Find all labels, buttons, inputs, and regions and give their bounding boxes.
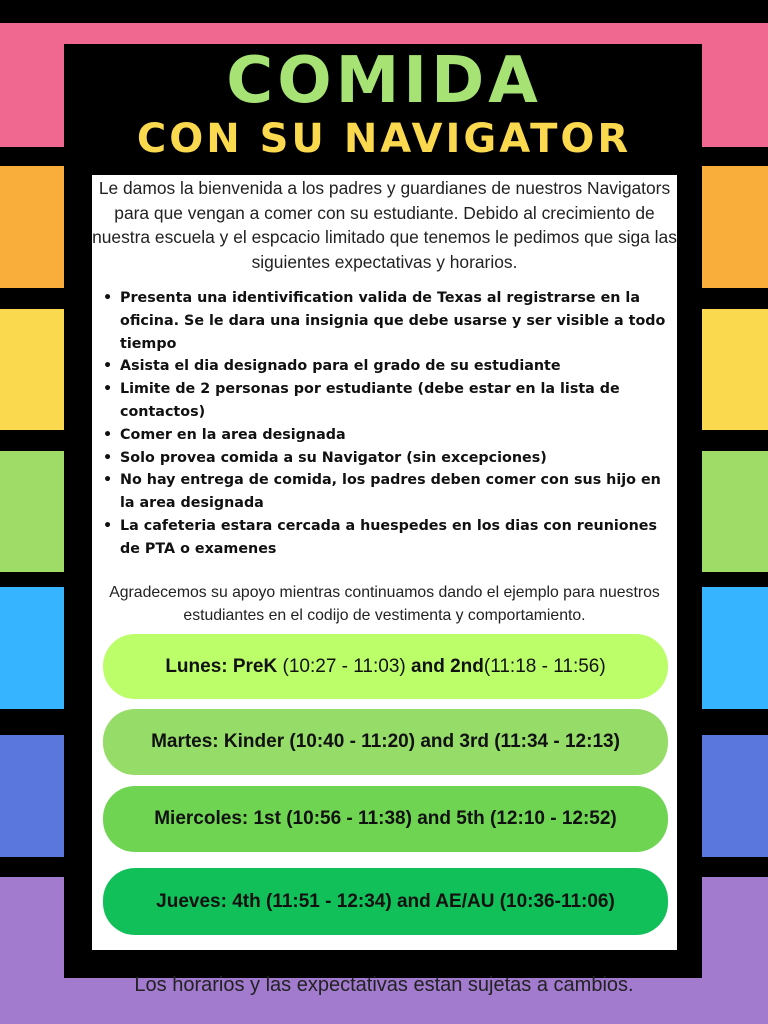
rule-item bbox=[100, 424, 672, 447]
bullet-icon: • bbox=[103, 358, 113, 375]
tuesday-text: Martes: Kinder (10:40 - 11:20) and 3rd (11:34 - 12:13) bbox=[151, 731, 620, 752]
rules-list bbox=[100, 287, 672, 561]
rule-text: La cafeteria estara cercada a huespedes en los dias con reuniones de PTA o examenes bbox=[120, 517, 657, 557]
rule-item bbox=[100, 355, 672, 378]
schedule-monday bbox=[103, 634, 668, 699]
flyer-subtitle: CON SU NAVIGATOR bbox=[136, 116, 632, 162]
rule-text: Limite de 2 personas por estudiante (debe estar en la lista de contactos) bbox=[120, 381, 620, 420]
bullet-icon: • bbox=[103, 381, 113, 398]
wednesday-text: Miercoles: 1st (10:56 - 11:38) and 5th (12:10 - 12:52) bbox=[154, 808, 617, 829]
rule-text: Presenta una identivification valida de Texas al registrarse en la oficina. Se le dara una insignia que debe usarse y ser visible a todo tiempo bbox=[120, 290, 666, 352]
bullet-icon: • bbox=[103, 426, 113, 443]
flyer-title: COMIDA bbox=[226, 44, 542, 118]
rule-item bbox=[100, 469, 672, 515]
thanks-paragraph: Agradecemos su apoyo mientras continuamos dando el ejemplo para nuestros estudiantes en el codijo de vestimenta y comportamiento. bbox=[109, 584, 660, 624]
rule-item bbox=[100, 515, 672, 561]
rule-text: Asista el dia designado para el grado de su estudiante bbox=[120, 358, 561, 375]
rule-text: Comer en la area designada bbox=[120, 426, 346, 443]
schedule-wednesday bbox=[103, 786, 668, 852]
rule-item bbox=[100, 287, 672, 355]
schedule-thursday bbox=[103, 868, 668, 935]
rule-item bbox=[100, 378, 672, 424]
rule-text: Solo provea comida a su Navigator (sin excepciones) bbox=[120, 449, 547, 466]
bullet-icon: • bbox=[103, 472, 113, 489]
thursday-text: Jueves: 4th (11:51 - 12:34) and AE/AU (10:36-11:06) bbox=[156, 890, 615, 912]
bullet-icon: • bbox=[103, 290, 113, 306]
monday-and-grade: and 2nd bbox=[411, 655, 484, 677]
bullet-icon: • bbox=[103, 449, 113, 466]
monday-time-1: (10:27 - 11:03) bbox=[282, 655, 406, 677]
schedule-tuesday bbox=[103, 709, 668, 775]
rule-item bbox=[100, 447, 672, 470]
monday-day: Lunes: PreK bbox=[165, 655, 278, 677]
monday-time-2: (11:18 - 11:56) bbox=[483, 655, 606, 677]
rule-text: No hay entrega de comida, los padres deben comer con sus hijo en la area designada bbox=[120, 472, 661, 512]
footer-note: Los horarios y las expectativas estan sujetas a cambios. bbox=[134, 974, 634, 996]
intro-paragraph: Le damos la bienvenida a los padres y guardianes de nuestros Navigators para que vengan a comer con su estudiante. Debido al crecimiento de nuestra escuela y el espcacio limitado que tenemos le pedimos que siga las siguientes expectativas y horarios. bbox=[92, 178, 677, 272]
bullet-icon: • bbox=[103, 517, 113, 534]
